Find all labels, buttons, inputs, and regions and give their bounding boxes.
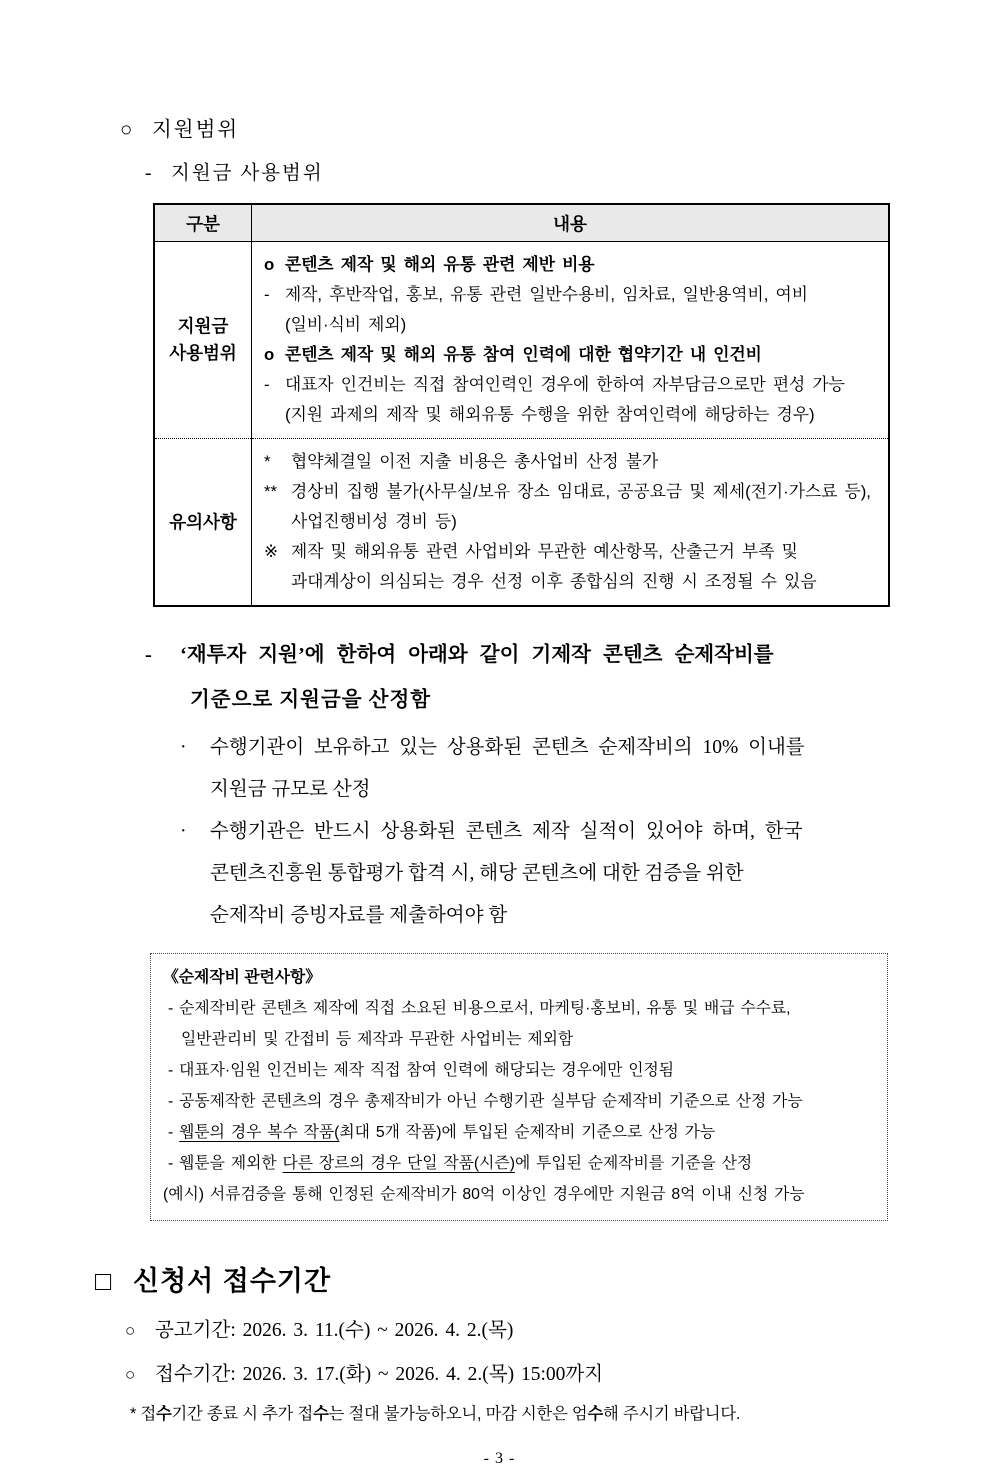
- underlined-text: 다른 장르의 경우 단일 작품(시즌): [282, 1155, 515, 1172]
- section-title: 지원범위: [152, 119, 240, 141]
- box-line-other-genre: [168, 1148, 875, 1179]
- row-label-line: 사용범위: [169, 343, 237, 363]
- bullet-item: [180, 811, 904, 853]
- column-header-category: 구분: [154, 204, 252, 242]
- note-text-bold: 수: [156, 1405, 172, 1423]
- line-text: 제작 및 해외유통 관련 사업비와 무관한 예산항목, 산출근거 부족 및: [291, 542, 798, 561]
- section-title: 신청서 접수기간: [133, 1266, 332, 1296]
- table-line: [264, 567, 880, 597]
- row-content-caution: [252, 439, 890, 607]
- reinvest-text: ‘재투자 지원’에 한하여 아래와 같이 기제작 콘텐츠 순제작비를: [180, 644, 774, 666]
- line-text: 제작, 후반작업, 홍보, 유통 관련 일반수용비, 임차료, 일반용역비, 여비: [285, 285, 808, 304]
- line-marker: *: [264, 452, 271, 471]
- reinvest-line: [145, 633, 904, 678]
- bullet-text: 수행기관은 반드시 상용화된 콘텐츠 제작 실적이 있어야 하며, 한국: [210, 821, 803, 842]
- box-line-webtoon: [168, 1117, 875, 1148]
- table-line: [264, 280, 880, 310]
- box-line-example: (예시) 서류검증을 통해 인정된 순제작비가 80억 이상인 경우에만 지원금 8억 이내 신청 가능: [163, 1186, 805, 1203]
- line-text: 과대계상이 의심되는 경우 선정 이후 종합심의 진행 시 조정될 수 있음: [291, 572, 817, 591]
- reinvest-line: 기준으로 지원금을 산정함: [190, 689, 432, 711]
- page-number: - 3 -: [483, 1450, 516, 1467]
- row-content-usage: [252, 242, 890, 439]
- line-text: 협약체결일 이전 지출 비용은 총사업비 산정 불가: [291, 452, 659, 471]
- reinvest-paragraph: [145, 633, 904, 723]
- table-header-row: [154, 204, 889, 242]
- bullet-text: 수행기관이 보유하고 있는 상용화된 콘텐츠 순제작비의 10% 이내를: [210, 737, 805, 758]
- line-marker: ※: [264, 542, 279, 561]
- line-marker: o: [264, 345, 275, 364]
- line-marker: -: [264, 285, 270, 304]
- line-text: (일비·식비 제외): [285, 315, 407, 334]
- note-text: 기간 종료 시 추가 접: [171, 1405, 314, 1423]
- submission-period-item: [125, 1358, 904, 1386]
- support-usage-table: [153, 203, 890, 607]
- circle-bullet-icon: ○: [120, 119, 135, 141]
- box-line: - 순제작비란 콘텐츠 제작에 직접 소요된 비용으로서, 마케팅·홍보비, 유통 및 배급 수수료,: [168, 1000, 791, 1017]
- table-line: [264, 507, 880, 537]
- line-text: (지원 과제의 제작 및 해외유통 수행을 위한 참여인력에 해당하는 경우): [285, 405, 815, 424]
- subsection-usage-scope: [145, 157, 904, 185]
- table-line: [264, 537, 880, 567]
- box-text: 에 투입된 순제작비를 기준을 산정: [514, 1155, 753, 1172]
- table-line: [264, 250, 880, 280]
- box-line-continued: 일반관리비 및 간접비 등 제작과 무관한 사업비는 제외함: [181, 1031, 574, 1048]
- box-text: - 웹툰을 제외한: [168, 1155, 283, 1172]
- dash-bullet-icon: -: [145, 163, 154, 184]
- table-line: [264, 400, 880, 430]
- deadline-note: [130, 1400, 904, 1424]
- underlined-text: 웹툰의 경우 복수 작품(: [179, 1124, 340, 1141]
- table-row-caution: [154, 439, 889, 607]
- table-line: [264, 477, 880, 507]
- line-text: 콘텐츠 제작 및 해외 유통 관련 제반 비용: [285, 255, 595, 274]
- table-row-usage: [154, 242, 889, 439]
- line-marker: o: [264, 255, 275, 274]
- note-text-bold: 수: [587, 1405, 603, 1423]
- announcement-period-item: [125, 1314, 904, 1342]
- section-support-scope: [120, 112, 904, 142]
- section-application-period: [95, 1259, 904, 1298]
- table-line: [264, 310, 880, 340]
- dot-bullet-icon: ·: [180, 821, 187, 842]
- box-text: -: [168, 1124, 180, 1141]
- bullet-item: [180, 727, 904, 769]
- net-production-cost-box: [150, 953, 888, 1221]
- bullet-text-line: 지원금 규모로 산정: [210, 779, 371, 800]
- dash-bullet-icon: -: [145, 644, 152, 666]
- line-text: 콘텐츠 제작 및 해외 유통 참여 인력에 대한 협약기간 내 인건비: [285, 345, 762, 364]
- circle-bullet-icon: ○: [125, 1321, 136, 1340]
- line-marker: -: [264, 375, 270, 394]
- submission-period-text: 접수기간: 2026. 3. 17.(화) ~ 2026. 4. 2.(목) 15:00까지: [155, 1364, 604, 1385]
- square-bullet-icon: □: [95, 1266, 113, 1296]
- column-header-content: 내용: [252, 204, 890, 242]
- dot-bullet-icon: ·: [180, 737, 187, 758]
- note-text-bold: 수: [313, 1405, 329, 1423]
- line-text: 경상비 집행 불가(사무실/보유 장소 임대료, 공공요금 및 제세(전기·가스료 등),: [291, 482, 871, 501]
- box-line: - 대표자·임원 인건비는 제작 직접 참여 인력에 해당되는 경우에만 인정됨: [168, 1062, 675, 1079]
- subsection-title: 지원금 사용범위: [171, 163, 324, 184]
- line-text: 대표자 인건비는 직접 참여인력인 경우에 한하여 자부담금으로만 편성 가능: [285, 375, 845, 394]
- row-label-usage: [154, 242, 252, 439]
- box-line: - 공동제작한 콘텐츠의 경우 총제작비가 아닌 수행기관 실부담 순제작비 기준으로 산정 가능: [168, 1093, 803, 1110]
- bullet-text-line: 콘텐츠진흥원 통합평가 합격 시, 해당 콘텐츠에 대한 검증을 위한: [210, 863, 744, 884]
- note-text: 는 절대 불가능하오니, 마감 시한은 엄: [328, 1405, 588, 1423]
- note-text: * 접: [130, 1405, 156, 1423]
- table-line: [264, 370, 880, 400]
- row-label-caution: 유의사항: [154, 439, 252, 607]
- bullet-text-line: 순제작비 증빙자료를 제출하여야 함: [210, 905, 508, 926]
- box-text: 최대 5개 작품)에 투입된 순제작비 기준으로 산정 가능: [339, 1124, 716, 1141]
- circle-bullet-icon: ○: [125, 1365, 136, 1384]
- table-line: [264, 447, 880, 477]
- table-line: [264, 340, 880, 370]
- row-label-line: 지원금: [177, 316, 229, 336]
- announcement-period-text: 공고기간: 2026. 3. 11.(수) ~ 2026. 4. 2.(목): [155, 1320, 514, 1341]
- note-text: 해 주시기 바랍니다.: [602, 1405, 741, 1423]
- line-text: 사업진행비성 경비 등): [291, 512, 457, 531]
- line-marker: **: [264, 482, 278, 501]
- box-title: 《순제작비 관련사항》: [163, 969, 322, 986]
- reinvest-bullets: [180, 727, 904, 937]
